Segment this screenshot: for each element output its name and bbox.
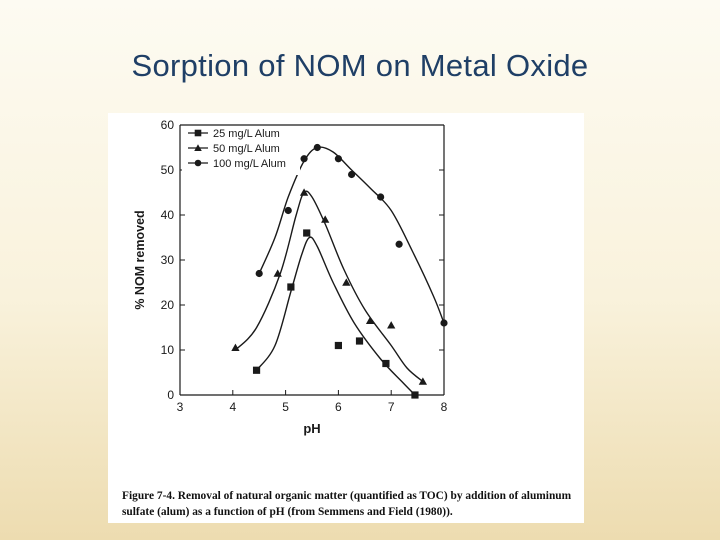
nom-removal-chart bbox=[108, 113, 584, 485]
y-tick-label: 40 bbox=[160, 208, 174, 222]
figure-panel bbox=[108, 113, 584, 523]
data-point-circle bbox=[314, 144, 321, 151]
data-point-square bbox=[287, 283, 294, 290]
legend-label: 50 mg/L Alum bbox=[213, 143, 280, 155]
x-tick-label: 7 bbox=[387, 400, 395, 414]
data-point-circle bbox=[377, 193, 384, 200]
data-point-circle bbox=[348, 171, 355, 178]
data-point-square bbox=[382, 360, 389, 367]
data-point-triangle bbox=[300, 188, 308, 195]
y-tick-label: 20 bbox=[160, 298, 174, 312]
x-tick-label: 5 bbox=[282, 400, 289, 414]
y-tick-label: 0 bbox=[167, 388, 174, 402]
y-axis-label: % NOM removed bbox=[133, 210, 147, 310]
x-tick-label: 8 bbox=[440, 400, 448, 414]
legend-label: 100 mg/L Alum bbox=[213, 158, 286, 170]
data-point-triangle bbox=[387, 321, 395, 328]
data-point-square bbox=[356, 337, 363, 344]
y-tick-label: 10 bbox=[160, 343, 174, 357]
data-point-square bbox=[335, 342, 342, 349]
slide-title: Sorption of NOM on Metal Oxide bbox=[131, 48, 589, 83]
x-tick-label: 4 bbox=[229, 400, 237, 414]
x-tick-label: 3 bbox=[176, 400, 184, 414]
y-tick-label: 30 bbox=[160, 253, 174, 267]
data-point-circle bbox=[440, 319, 447, 326]
data-point-circle bbox=[396, 241, 403, 248]
legend-marker-square bbox=[195, 130, 202, 137]
data-point-square bbox=[253, 367, 260, 374]
data-point-circle bbox=[335, 155, 342, 162]
x-tick-label: 6 bbox=[335, 400, 342, 414]
data-point-circle bbox=[285, 207, 292, 214]
data-point-circle bbox=[300, 155, 307, 162]
x-axis-label: pH bbox=[303, 421, 321, 436]
y-tick-label: 50 bbox=[160, 163, 174, 177]
y-tick-label: 60 bbox=[160, 118, 174, 132]
series-curve-triangle bbox=[235, 191, 423, 381]
data-point-square bbox=[303, 229, 310, 236]
series-curve-square bbox=[257, 237, 415, 395]
legend-label: 25 mg/L Alum bbox=[213, 128, 280, 140]
legend-marker-circle bbox=[195, 160, 202, 167]
figure-caption: Figure 7-4. Removal of natural organic matter (quantified as TOC) by addition of aluminum sulfate (alum) as a function of pH (from Semmens and Field (1980)). bbox=[122, 490, 572, 518]
data-point-circle bbox=[256, 270, 263, 277]
data-point-square bbox=[411, 391, 418, 398]
